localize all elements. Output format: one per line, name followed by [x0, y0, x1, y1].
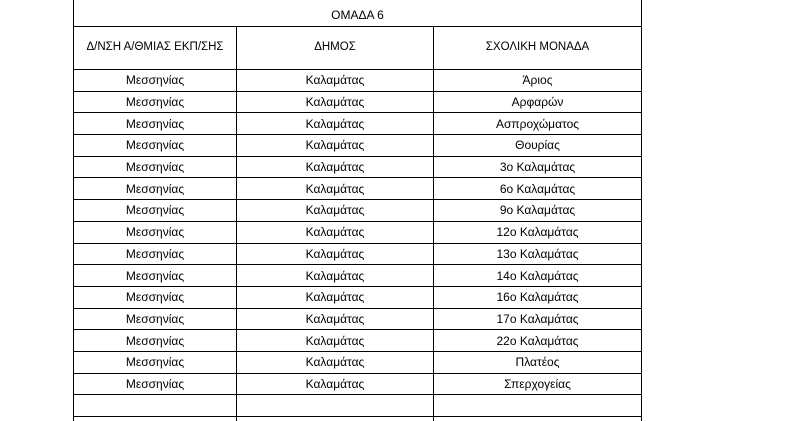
- cell-municipality: Καλαμάτας: [237, 308, 434, 330]
- table-row: [74, 178, 642, 200]
- table-row: [74, 200, 642, 222]
- empty-cell: [237, 417, 434, 421]
- group-title-row: [74, 0, 642, 27]
- empty-cell: [434, 395, 642, 417]
- table-row: [74, 351, 642, 373]
- cell-municipality: Καλαμάτας: [237, 243, 434, 265]
- cell-school: 6ο Καλαμάτας: [434, 178, 642, 200]
- cell-school: Σπερχογείας: [434, 373, 642, 395]
- empty-table-row: [74, 395, 642, 417]
- cell-directorate: Μεσσηνίας: [74, 330, 237, 352]
- table-row: [74, 243, 642, 265]
- schools-table: [73, 0, 642, 421]
- cell-municipality: Καλαμάτας: [237, 70, 434, 92]
- cell-municipality: Καλαμάτας: [237, 135, 434, 157]
- cell-school: 9ο Καλαμάτας: [434, 200, 642, 222]
- table-row: [74, 221, 642, 243]
- table-row: [74, 135, 642, 157]
- cell-school: 14ο Καλαμάτας: [434, 265, 642, 287]
- cell-municipality: Καλαμάτας: [237, 265, 434, 287]
- cell-school: 3ο Καλαμάτας: [434, 156, 642, 178]
- cell-municipality: Καλαμάτας: [237, 200, 434, 222]
- cell-school: Αρφαρών: [434, 91, 642, 113]
- header-directorate: Δ/ΝΣΗ Α/ΘΜΙΑΣ ΕΚΠ/ΣΗΣ: [74, 27, 237, 70]
- table-row: [74, 113, 642, 135]
- cell-directorate: Μεσσηνίας: [74, 91, 237, 113]
- empty-cell: [74, 417, 237, 421]
- table-row: [74, 265, 642, 287]
- header-row: [74, 27, 642, 70]
- header-municipality: ΔΗΜΟΣ: [237, 27, 434, 70]
- cell-school: 22ο Καλαμάτας: [434, 330, 642, 352]
- cell-directorate: Μεσσηνίας: [74, 135, 237, 157]
- cell-municipality: Καλαμάτας: [237, 113, 434, 135]
- cell-municipality: Καλαμάτας: [237, 351, 434, 373]
- cell-directorate: Μεσσηνίας: [74, 286, 237, 308]
- cell-school: 13ο Καλαμάτας: [434, 243, 642, 265]
- cell-directorate: Μεσσηνίας: [74, 221, 237, 243]
- header-school: ΣΧΟΛΙΚΗ ΜΟΝΑΔΑ: [434, 27, 642, 70]
- cell-municipality: Καλαμάτας: [237, 286, 434, 308]
- empty-table-row: [74, 417, 642, 421]
- cell-directorate: Μεσσηνίας: [74, 113, 237, 135]
- cell-municipality: Καλαμάτας: [237, 221, 434, 243]
- cell-directorate: Μεσσηνίας: [74, 265, 237, 287]
- group-title: ΟΜΑΔΑ 6: [74, 0, 642, 27]
- empty-cell: [74, 395, 237, 417]
- cell-municipality: Καλαμάτας: [237, 373, 434, 395]
- cell-directorate: Μεσσηνίας: [74, 178, 237, 200]
- table-row: [74, 286, 642, 308]
- cell-school: 17ο Καλαμάτας: [434, 308, 642, 330]
- cell-school: Θουρίας: [434, 135, 642, 157]
- cell-municipality: Καλαμάτας: [237, 330, 434, 352]
- cell-municipality: Καλαμάτας: [237, 178, 434, 200]
- cell-school: Πλατέος: [434, 351, 642, 373]
- cell-directorate: Μεσσηνίας: [74, 351, 237, 373]
- cell-directorate: Μεσσηνίας: [74, 373, 237, 395]
- cell-school: Ασπροχώματος: [434, 113, 642, 135]
- cell-directorate: Μεσσηνίας: [74, 200, 237, 222]
- cell-municipality: Καλαμάτας: [237, 156, 434, 178]
- empty-cell: [434, 417, 642, 421]
- cell-directorate: Μεσσηνίας: [74, 156, 237, 178]
- cell-directorate: Μεσσηνίας: [74, 243, 237, 265]
- table-row: [74, 373, 642, 395]
- table-row: [74, 70, 642, 92]
- document-sheet: [73, 0, 641, 421]
- table-row: [74, 91, 642, 113]
- cell-directorate: Μεσσηνίας: [74, 308, 237, 330]
- table-row: [74, 308, 642, 330]
- cell-school: Άριος: [434, 70, 642, 92]
- table-row: [74, 156, 642, 178]
- cell-school: 16ο Καλαμάτας: [434, 286, 642, 308]
- table-row: [74, 330, 642, 352]
- cell-municipality: Καλαμάτας: [237, 91, 434, 113]
- cell-school: 12ο Καλαμάτας: [434, 221, 642, 243]
- empty-cell: [237, 395, 434, 417]
- cell-directorate: Μεσσηνίας: [74, 70, 237, 92]
